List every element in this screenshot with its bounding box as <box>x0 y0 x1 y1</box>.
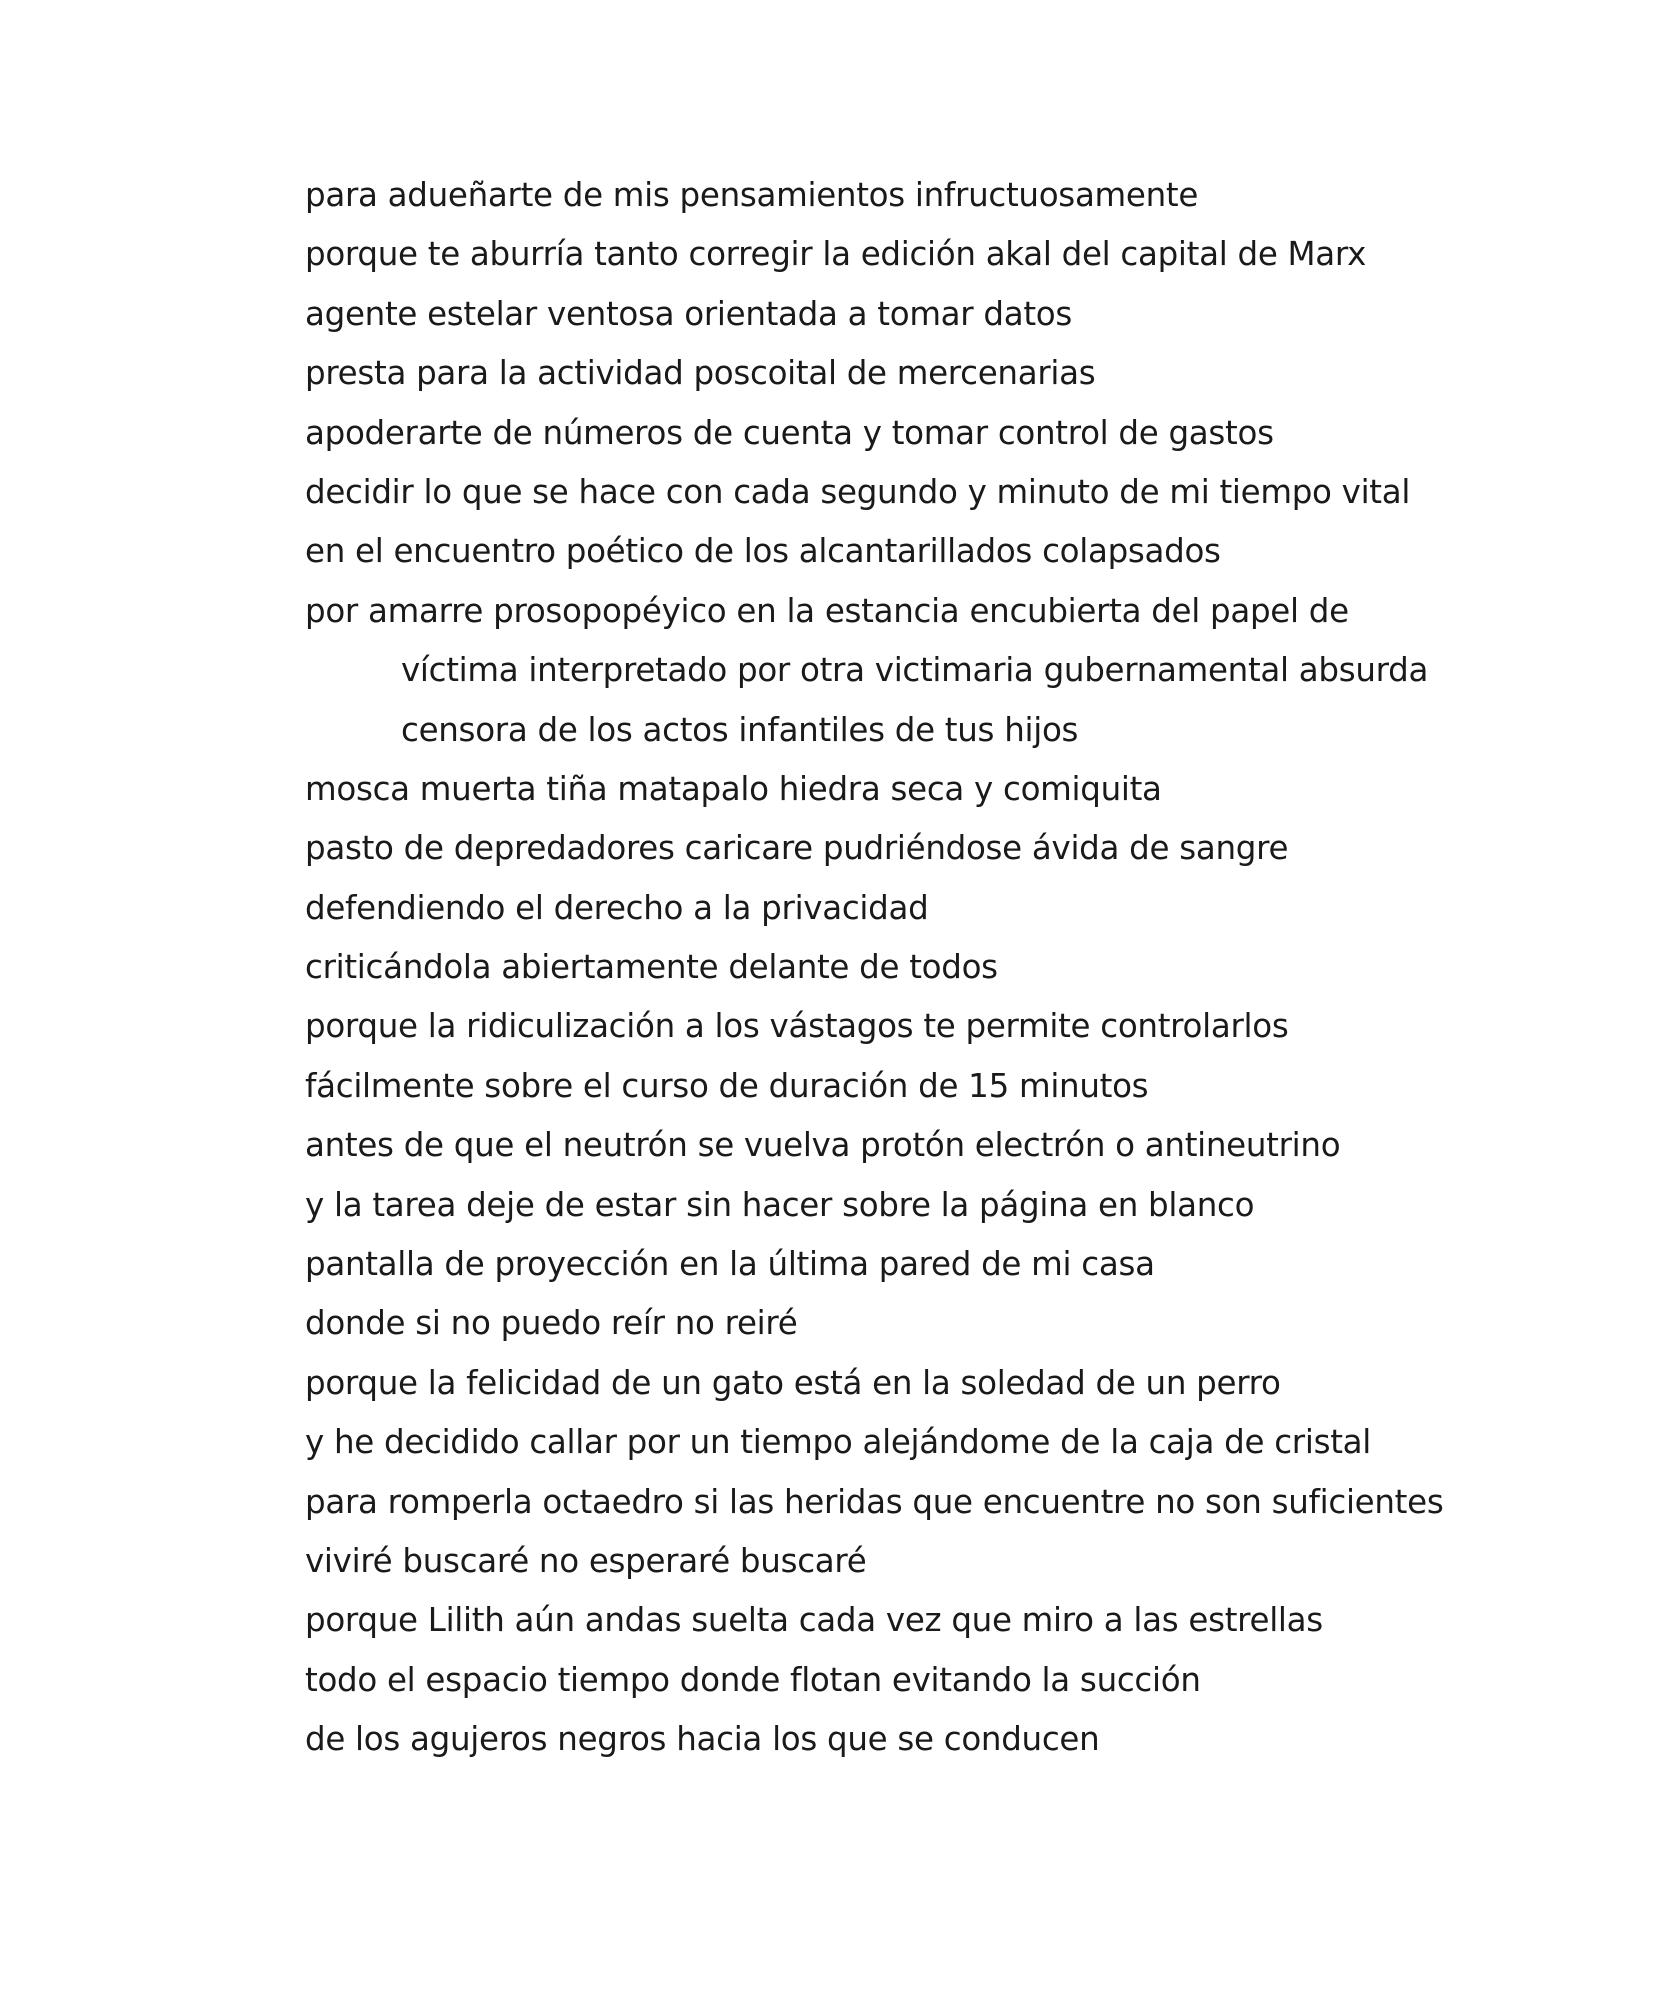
poem-body <box>305 166 1605 1770</box>
poem-line: pantalla de proyección en la última pared de mi casa <box>305 1245 1155 1284</box>
poem-line: en el encuentro poético de los alcantarillados colapsados <box>305 532 1221 571</box>
poem-line: apoderarte de números de cuenta y tomar control de gastos <box>305 413 1274 452</box>
poem-line: por amarre prosopopéyico en la estancia encubierta del papel de <box>305 591 1349 630</box>
poem-line: todo el espacio tiempo donde flotan evitando la succión <box>305 1660 1201 1699</box>
poem-line: porque Lilith aún andas suelta cada vez que miro a las estrellas <box>305 1601 1323 1640</box>
poem-line: mosca muerta tiña matapalo hiedra seca y comiquita <box>305 769 1162 808</box>
poem-line: censora de los actos infantiles de tus hijos <box>401 710 1079 749</box>
poem-line: antes de que el neutrón se vuelva protón electrón o antineutrino <box>305 1126 1341 1165</box>
poem-line: para romperla octaedro si las heridas que encuentre no son suficientes <box>305 1482 1444 1521</box>
poem-line: pasto de depredadores caricare pudriéndose ávida de sangre <box>305 829 1289 868</box>
poem-line: fácilmente sobre el curso de duración de 15 minutos <box>305 1066 1149 1105</box>
poem-line: porque te aburría tanto corregir la edición akal del capital de Marx <box>305 235 1367 274</box>
poem-line: de los agujeros negros hacia los que se conducen <box>305 1720 1100 1759</box>
poem-line: porque la felicidad de un gato está en la soledad de un perro <box>305 1363 1281 1402</box>
poem-line: y he decidido callar por un tiempo alejándome de la caja de cristal <box>305 1423 1371 1462</box>
poem-line: viviré buscaré no esperaré buscaré <box>305 1541 867 1580</box>
poem-line: decidir lo que se hace con cada segundo y minuto de mi tiempo vital <box>305 472 1411 511</box>
poem-line: porque la ridiculización a los vástagos te permite controlarlos <box>305 1007 1289 1046</box>
poem-line: víctima interpretado por otra victimaria gubernamental absurda <box>401 651 1429 690</box>
poem-line: para adueñarte de mis pensamientos infructuosamente <box>305 176 1199 214</box>
poem-line: presta para la actividad poscoital de mercenarias <box>305 354 1096 393</box>
poem-line: criticándola abiertamente delante de todos <box>305 948 998 987</box>
poem-line: y la tarea deje de estar sin hacer sobre la página en blanco <box>305 1185 1255 1224</box>
poem-line: agente estelar ventosa orientada a tomar datos <box>305 294 1072 333</box>
poem-line: donde si no puedo reír no reiré <box>305 1304 798 1343</box>
poem-line: defendiendo el derecho a la privacidad <box>305 888 929 927</box>
